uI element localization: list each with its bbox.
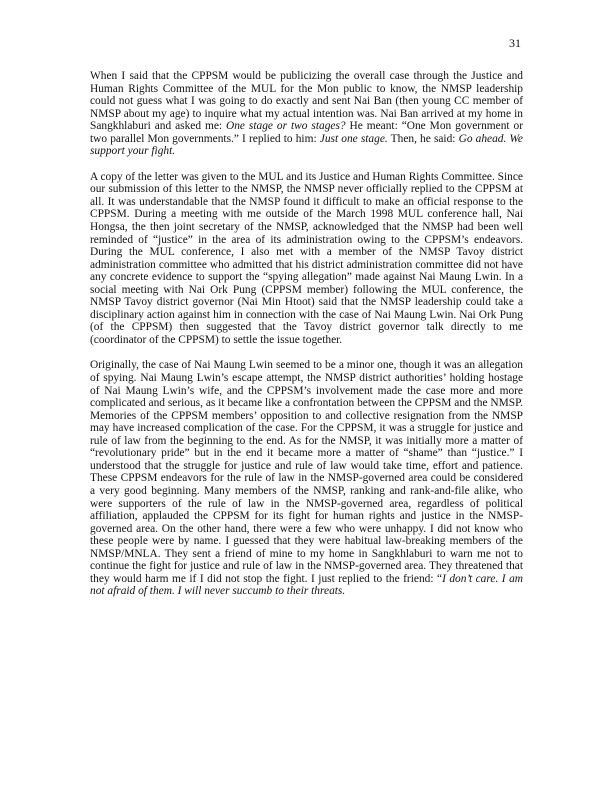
paragraph-2 xyxy=(90,171,523,347)
text-run: Then, he said: xyxy=(387,132,459,145)
paragraph-1 xyxy=(90,70,523,158)
text-run: When I said that the CPPSM would be publicizing the overall case through the Justice and Human Rights Committee of the MUL for the Mon public to know, the NMSP leadership could not guess what I was going to do exactly and sent Nai Ban (then young CC member of NMSP about my age) to inquire what my actual intention was. Nai Ban arrived at my home in Sangkhlaburi and asked me: xyxy=(90,70,523,133)
text-run: A copy of the letter was given to the MUL and its Justice and Human Rights Committee. Since our submission of this letter to the NMSP, the NMSP never officially replied to the CPPSM at all. It was understandable that the NMSP found it difficult to make an official response to the CPPSM. During a meeting with me outside of the March 1998 MUL conference hall, Nai Hongsa, the then joint secretary of the NMSP, acknowledged that the NMSP had been well reminded of “justice” in the area of its administration owing to the CPPSM’s endeavors. During the MUL conference, I also met with a member of the NMSP Tavoy district administration committee who admitted that his district administration committee did not have any concrete evidence to support the “spying allegation” made against Nai Maung Lwin. In a social meeting with Nai Ork Pung (CPPSM member) following the MUL conference, the NMSP Tavoy district governor (Nai Min Htoot) said that the NMSP leadership could take a disciplinary action against him in connection with the case of Nai Maung Lwin. Nai Ork Pung (of the CPPSM) then suggested that the Tavoy district governor talk directly to me (coordinator of the CPPSM) to settle the issue together. xyxy=(90,170,523,346)
text-run: Originally, the case of Nai Maung Lwin seemed to be a minor one, though it was an allegation of spying. Nai Maung Lwin’s escape attempt, the NMSP district authorities’ holding hostage of Nai Maung Lwin’s wife, and the CPPSM’s involvement made the case more and more complicated and serious, as it became like a confrontation between the CPPSM and the NMSP. Memories of the CPPSM members’ opposition to and collective resignation from the NMSP may have increased complication of the case. For the CPPSM, it was a struggle for justice and rule of law from the beginning to the end. As for the NMSP, it was initially more a matter of “revolutionary pride” but in the end it became more a matter of “shame” than “justice.” I understood that the struggle for justice and rule of law would take time, effort and patience. These CPPSM endeavors for the rule of law in the NMSP-governed area could be considered a very good beginning. Many members of the NMSP, ranking and rank-and-file alike, who were supporters of the rule of law in the NMSP-governed area, regardless of political affiliation, applauded the CPPSM for its fight for human rights and justice in the NMSP-governed area. On the other hand, there were a few who were unhappy. I did not know who these people were by name. I guessed that they were habitual law-breaking members of the NMSP/MNLA. They sent a friend of mine to my home in Sangkhlaburi to warn me not to continue the fight for justice and rule of law in the NMSP-governed area. They threatened that they would harm me if I did not stop the fight. I just replied to the friend: “ xyxy=(90,359,523,585)
text-run: He meant: “One Mon government or two parallel Mon governments.” I replied to him: xyxy=(90,120,523,145)
body-text xyxy=(90,70,523,598)
italic-run: Go ahead. We support your fight. xyxy=(90,132,523,158)
page-number: 31 xyxy=(509,36,521,50)
italic-run: One stage or two stages? xyxy=(226,120,346,133)
italic-run: I don’t care. I am not afraid of them. I will never succumb to their threats. xyxy=(90,572,524,598)
paragraph-3 xyxy=(90,359,523,597)
italic-run: Just one stage. xyxy=(319,132,388,145)
